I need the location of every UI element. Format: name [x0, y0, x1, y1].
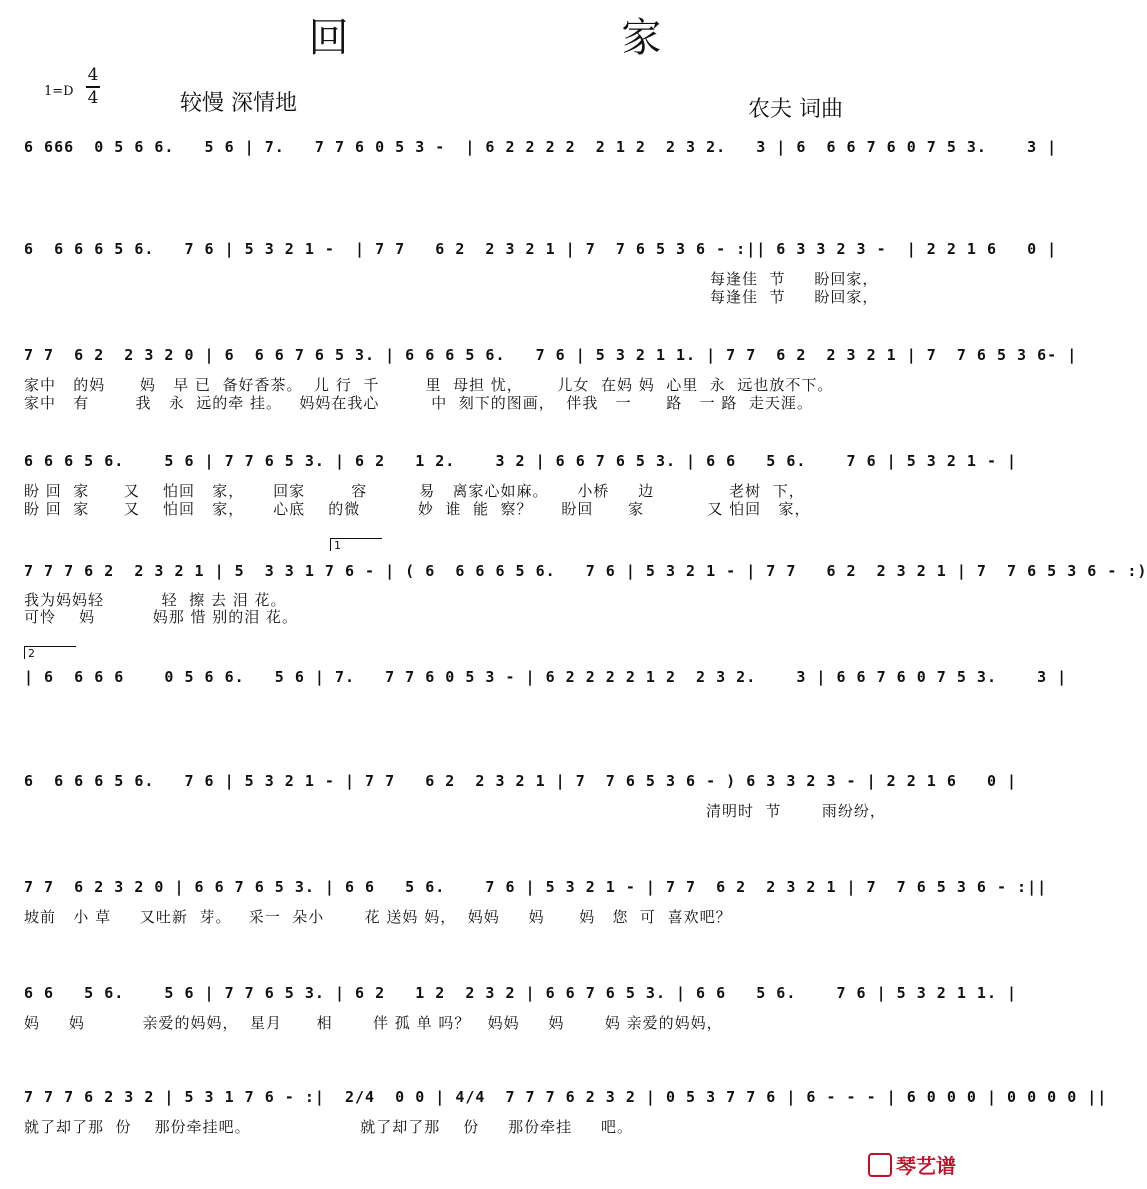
meter-top: 4 [87, 65, 99, 85]
tempo-marking: 较慢 深情地 [180, 91, 297, 116]
score-system-8: 7 7 6 2 3 2 0 | 6 6 7 6 5 3. | 6 6 5 6. 7 6 | 5 3 2 1 - | 7 7 6 2 2 3 2 1 | 7 7 6 5 3 6 - :|| [24, 878, 1048, 896]
lyric-line-5b: 可怜 妈 妈那 惜 别的泪 花。 [24, 608, 299, 626]
time-signature [86, 66, 100, 108]
score-system-1: 6 666 0 5 6 6. 5 6 | 7. 7 7 6 0 5 3 - | 6 2 2 2 2 2 1 2 2 3 2. 3 | 6 6 6 7 6 0 7 5 3. 3 | [24, 138, 1058, 156]
score-system-2: 6 6 6 6 5 6. 7 6 | 5 3 2 1 - | 7 7 6 2 2 3 2 1 | 7 7 6 5 3 6 - :|| 6 3 3 2 3 - | 2 2 1 6 0 | [24, 240, 1058, 258]
score-system-10: 7 7 7 6 2 3 2 | 5 3 1 7 6 - :| 2/4 0 0 | 4/4 7 7 7 6 2 3 2 | 0 5 3 7 7 6 | 6 - - - | 6 0 0 0 | 0 0 0 0 || [24, 1088, 1108, 1106]
composer-credit: 农夫 词曲 [748, 97, 843, 122]
lyric-line-4b: 盼 回 家 又 怕回 家， 心底 的微 妙 谁 能 察？ 盼回 家 又 怕回 家， [24, 500, 811, 518]
score-system-6: | 6 6 6 6 0 5 6 6. 5 6 | 7. 7 7 6 0 5 3 - | 6 2 2 2 2 1 2 2 3 2. 3 | 6 6 7 6 0 7 5 3. 3 | [24, 668, 1068, 686]
lyric-line-4a: 盼 回 家 又 怕回 家， 回家 容 易 离家心如麻。 小桥 边 老树 下， [24, 482, 805, 500]
lyric-line-9a: 妈 妈 亲爱的妈妈， 星月 相 伴 孤 单 吗？ 妈妈 妈 妈 亲爱的妈妈， [24, 1014, 723, 1032]
lyric-line-3b: 家中 有 我 永 远的牵 挂。 妈妈在我心 中 刻下的图画， 伴我 一 路 一 路 走天涯。 [24, 394, 813, 412]
lyric-line-2b: 每逢佳 节 盼回家， [710, 288, 879, 306]
lyric-line-3a: 家中 的妈 妈 早 已 备好香茶。 儿 行 千 里 母担 忧， 儿女 在妈 妈 心里 永 远也放不下。 [24, 376, 834, 394]
score-system-4: 6 6 6 5 6. 5 6 | 7 7 6 5 3. | 6 2 1 2. 3 2 | 6 6 7 6 5 3. | 6 6 5 6. 7 6 | 5 3 2 1 - | [24, 452, 1018, 470]
score-system-9: 6 6 5 6. 5 6 | 7 7 6 5 3. | 6 2 1 2 2 3 2 | 6 6 7 6 5 3. | 6 6 5 6. 7 6 | 5 3 2 1 1. | [24, 984, 1018, 1002]
score-system-3: 7 7 6 2 2 3 2 0 | 6 6 6 7 6 5 3. | 6 6 6 5 6. 7 6 | 5 3 2 1 1. | 7 7 6 2 2 3 2 1 | 7 7 6 5 3 6- | [24, 346, 1078, 364]
lyric-line-5a: 我为妈妈轻 轻 擦 去 泪 花。 [24, 591, 287, 609]
score-system-7: 6 6 6 6 5 6. 7 6 | 5 3 2 1 - | 7 7 6 2 2 3 2 1 | 7 7 6 5 3 6 - ) 6 3 3 2 3 - | 2 2 1 6 0 | [24, 772, 1018, 790]
lyric-line-2a: 每逢佳 节 盼回家， [710, 270, 879, 288]
lyric-line-7a: 清明时 节 雨纷纷， [706, 802, 886, 820]
meter-bottom: 4 [87, 88, 99, 108]
key-signature: 1=D [44, 84, 74, 99]
watermark-text: 琴艺谱 [896, 1154, 956, 1178]
song-title: 回 家 [308, 15, 792, 61]
watermark [868, 1150, 956, 1179]
volta-bracket-1: 1 [330, 538, 382, 551]
score-system-5: 7 7 7 6 2 2 3 2 1 | 5 3 3 1 7 6 - | ( 6 6 6 6 5 6. 7 6 | 5 3 2 1 - | 7 7 6 2 2 3 2 1 | 7 7 6 5 3 6 - :) [24, 562, 1147, 580]
volta-bracket-2: 2 [24, 646, 76, 659]
lyric-line-10a: 就了却了那 份 那份牵挂吧。 就了却了那 份 那份牵挂 吧。 [24, 1118, 633, 1136]
lyric-line-8a: 坡前 小 草 又吐新 芽。 采一 朵小 花 送妈 妈， 妈妈 妈 妈 您 可 喜欢吧？ [24, 908, 732, 926]
piano-logo-icon [868, 1153, 892, 1177]
